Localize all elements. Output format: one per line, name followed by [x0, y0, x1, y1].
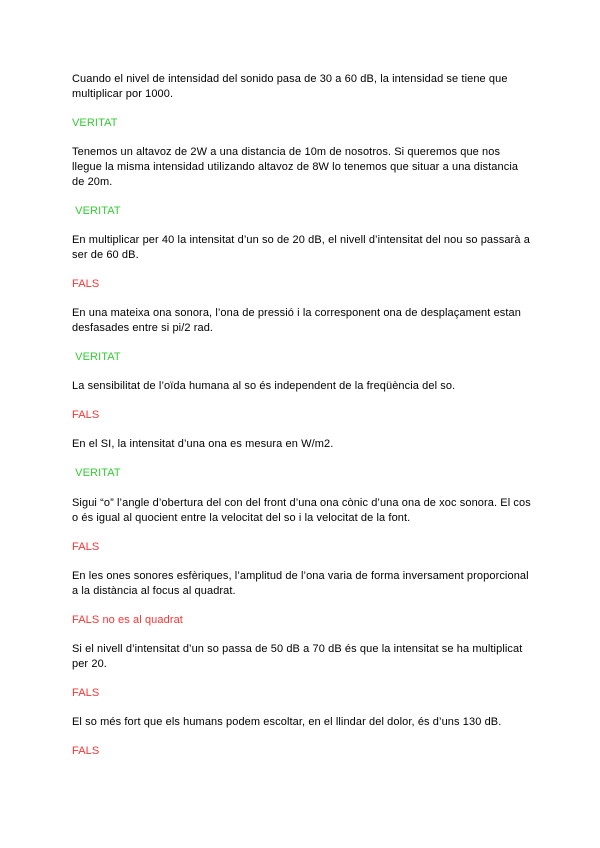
answer-10: FALS — [72, 745, 100, 757]
statement-5: La sensibilitat de l’oïda humana al so és independent de la freqüència del so. — [72, 380, 456, 392]
answer-5: FALS — [72, 409, 100, 421]
answer-4: VERITAT — [72, 351, 121, 363]
answer-2: VERITAT — [72, 205, 121, 217]
statement-1: Cuando el nivel de intensidad del sonido pasa de 30 a 60 dB, la intensidad se tiene que multiplicar por 1000. — [72, 73, 508, 100]
statement-10: El so més fort que els humans podem escoltar, en el llindar del dolor, és d’uns 130 dB. — [72, 716, 502, 728]
statement-9: Si el nivell d’intensitat d’un so passa de 50 dB a 70 dB és que la intensitat se ha multiplicat per 20. — [72, 643, 523, 670]
answer-6: VERITAT — [72, 467, 121, 479]
answer-7: FALS — [72, 541, 100, 553]
statement-7: Sigui “o” l’angle d’obertura del con del front d’una ona cònic d’una ona de xoc sonora. El cos o és igual al quocient entre la velocitat del so i la velocitat de la font. — [72, 497, 531, 524]
answer-1: VERITAT — [72, 117, 118, 129]
statement-8: En les ones sonores esfèriques, l’amplitud de l’ona varia de forma inversament proporcional a la distància al focus al quadrat. — [72, 570, 529, 597]
answer-3: FALS — [72, 278, 100, 290]
answer-8: FALS no es al quadrat — [72, 614, 183, 626]
statement-4: En una mateixa ona sonora, l’ona de pressió i la corresponent ona de desplaçament estan desfasades entre si pi/2 rad. — [72, 307, 521, 334]
answer-9: FALS — [72, 687, 100, 699]
statement-3: En multiplicar per 40 la intensitat d’un so de 20 dB, el nivell d’intensitat del nou so passarà a ser de 60 dB. — [72, 234, 530, 261]
statement-2: Tenemos un altavoz de 2W a una distancia de 10m de nosotros. Si queremos que nos llegue la misma intensidad utilizando altavoz de 8W lo tenemos que situar a una distancia de 20m. — [72, 146, 519, 188]
statement-6: En el SI, la intensitat d’una ona es mesura en W/m2. — [72, 438, 334, 450]
